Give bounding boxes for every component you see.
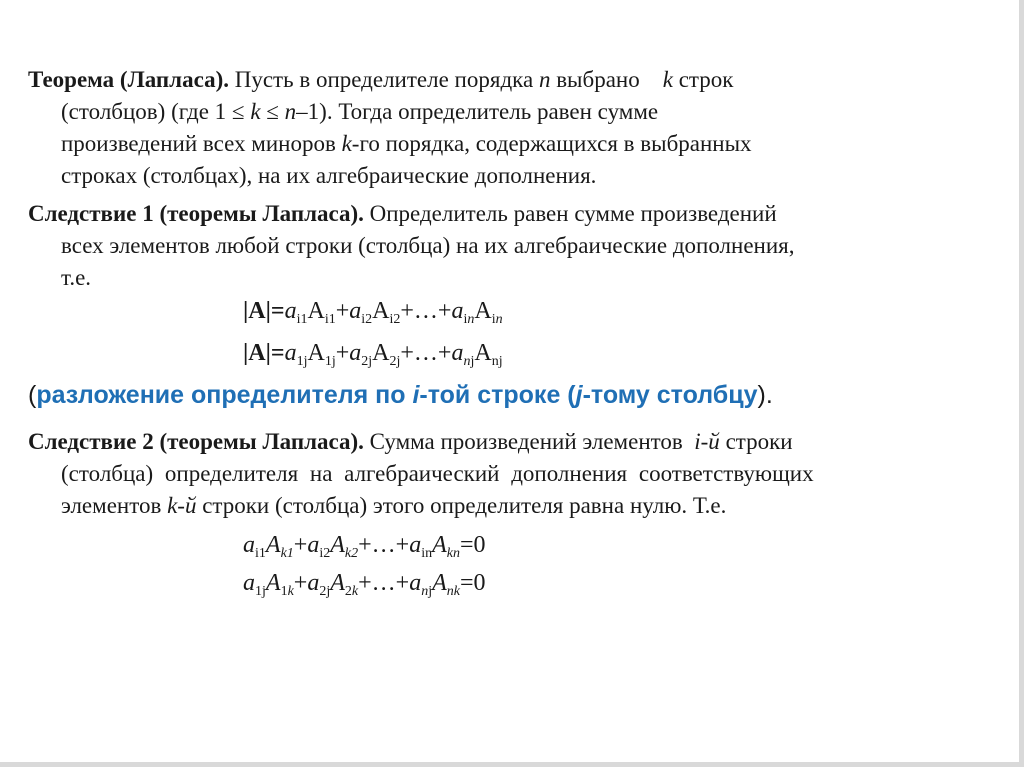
plus-sign: + (335, 340, 350, 366)
subscript: 1j (296, 354, 308, 369)
var-i: i-й (694, 429, 720, 454)
formula-alien-row (243, 530, 486, 560)
expansion-note (28, 379, 1008, 411)
cofactor-A: A (372, 340, 390, 366)
element-a: a (409, 570, 422, 596)
element-a: a (451, 298, 464, 324)
theorem-paragraph (28, 64, 992, 192)
theorem-text: (столбцов) (где 1 ≤ (61, 99, 251, 124)
theorem-line-1 (28, 64, 992, 96)
ellipsis: +…+ (400, 340, 452, 366)
subscript (421, 584, 432, 599)
subscript-part: i (491, 312, 496, 327)
corollary1-line-1 (28, 198, 992, 230)
expansion-text: -тому столбцу (582, 381, 758, 409)
element-a: a (451, 340, 464, 366)
subscript (463, 312, 474, 327)
subscript-part: i (463, 312, 468, 327)
corollary2-text: элементов (61, 493, 168, 518)
subscript-part: 2 (344, 584, 352, 599)
theorem-line-3 (28, 128, 992, 160)
subscript: i1 (324, 312, 336, 327)
corollary1-line-2: всех элементов любой строки (столбца) на их алгебраические дополнения, (61, 233, 795, 258)
theorem-text: Пусть в определителе порядка (228, 67, 539, 92)
subscript-part: j (428, 584, 433, 599)
var-n: n (538, 67, 551, 92)
theorem-text: произведений всех миноров (61, 131, 342, 156)
subscript (492, 312, 503, 327)
cofactor-A: A (330, 532, 345, 558)
expansion-text: разложение определителя по (36, 381, 413, 409)
subscript (345, 584, 358, 599)
cofactor-A: A (330, 570, 345, 596)
subscript-part: k (351, 584, 359, 599)
subscript: kn (446, 546, 460, 561)
formula-column-expansion (243, 338, 503, 368)
theorem-title: Теорема (Лапласа). (28, 67, 229, 92)
equals-zero: =0 (459, 532, 486, 558)
cofactor-A: A (432, 532, 447, 558)
corollary1-line-3: т.е. (61, 265, 92, 290)
var-k: k (662, 67, 673, 92)
theorem-line-4: строках (столбцах), на их алгебраические дополнения. (61, 163, 597, 188)
corollary2-text: Сумма произведений элементов (363, 429, 689, 454)
plus-sign: + (293, 570, 308, 596)
subscript: in (421, 546, 433, 561)
subscript: i2 (389, 312, 401, 327)
theorem-text: строк (672, 67, 734, 92)
subscript-part: n (463, 354, 471, 369)
cofactor-A: A (474, 298, 492, 324)
subscript: 1j (255, 584, 266, 599)
theorem-text: –1). Тогда определитель равен сумме (296, 99, 659, 124)
corollary2-text: строки (719, 429, 793, 454)
equals-sign: = (270, 340, 285, 366)
corollary2-line-1 (28, 426, 992, 458)
formula-row-expansion (243, 296, 503, 326)
element-a: a (284, 298, 297, 324)
subscript (463, 354, 474, 369)
var-k: k (250, 99, 261, 124)
determinant-symbol: |A| (243, 340, 271, 366)
subscript (281, 584, 294, 599)
corollary1-title: Следствие 1 (теоремы Лапласа). (28, 201, 364, 226)
equals-zero: =0 (459, 570, 486, 596)
equals-sign: = (270, 298, 285, 324)
subscript: 2j (389, 354, 401, 369)
cofactor-A: A (265, 532, 281, 558)
formula-alien-column (243, 568, 486, 598)
cofactor-A: A (265, 570, 281, 596)
subscript: nj (491, 354, 503, 369)
subscript-part: n (467, 312, 475, 327)
element-a: a (307, 532, 320, 558)
ellipsis: +…+ (358, 532, 410, 558)
close-paren: ). (757, 381, 773, 409)
theorem-text: ≤ (260, 99, 285, 124)
determinant-symbol: |A| (243, 298, 271, 324)
open-paren: ( (28, 381, 37, 409)
cofactor-A: A (307, 340, 325, 366)
var-j: j (575, 381, 583, 409)
subscript-part: 1 (280, 584, 288, 599)
subscript-part: k (287, 584, 294, 599)
subscript-part: j (470, 354, 475, 369)
theorem-text: выбрано (550, 67, 646, 92)
plus-sign: + (293, 532, 308, 558)
var-k: k (341, 131, 352, 156)
expansion-text: -той строке ( (419, 381, 576, 409)
theorem-text: -го порядка, содержащихся в выбранных (351, 131, 752, 156)
corollary1-paragraph (28, 198, 992, 294)
var-k: k-й (167, 493, 197, 518)
subscript: i2 (361, 312, 373, 327)
var-n: n (284, 99, 297, 124)
subscript: k1 (280, 546, 294, 561)
cofactor-A: A (307, 298, 325, 324)
corollary2-paragraph (28, 426, 992, 522)
element-a: a (409, 532, 422, 558)
cofactor-A: A (432, 570, 447, 596)
subscript: i2 (319, 546, 331, 561)
theorem-line-2 (28, 96, 992, 128)
subscript: k2 (344, 546, 359, 561)
corollary1-text: Определитель равен сумме произведений (363, 201, 777, 226)
ellipsis: +…+ (400, 298, 452, 324)
subscript: nk (446, 584, 460, 599)
corollary2-title: Следствие 2 (теоремы Лапласа). (28, 429, 364, 454)
corollary2-line-2: (столбца) определителя на алгебраический дополнения соответствующих (61, 461, 814, 486)
subscript: 1j (324, 354, 336, 369)
subscript: 2j (361, 354, 373, 369)
ellipsis: +…+ (358, 570, 410, 596)
var-i: i (412, 381, 420, 409)
subscript-part: n (421, 584, 429, 599)
subscript: 2j (319, 584, 331, 599)
plus-sign: + (335, 298, 350, 324)
corollary2-line-3 (28, 490, 992, 522)
element-a: a (349, 298, 362, 324)
element-a: a (284, 340, 297, 366)
cofactor-A: A (372, 298, 390, 324)
subscript: i1 (255, 546, 266, 561)
corollary2-text: строки (столбца) этого определителя равна нулю. Т.е. (196, 493, 727, 518)
element-a: a (307, 570, 320, 596)
element-a: a (243, 570, 255, 596)
cofactor-A: A (474, 340, 492, 366)
subscript: i1 (296, 312, 308, 327)
subscript-part: n (495, 312, 503, 327)
element-a: a (349, 340, 362, 366)
element-a: a (243, 532, 255, 558)
